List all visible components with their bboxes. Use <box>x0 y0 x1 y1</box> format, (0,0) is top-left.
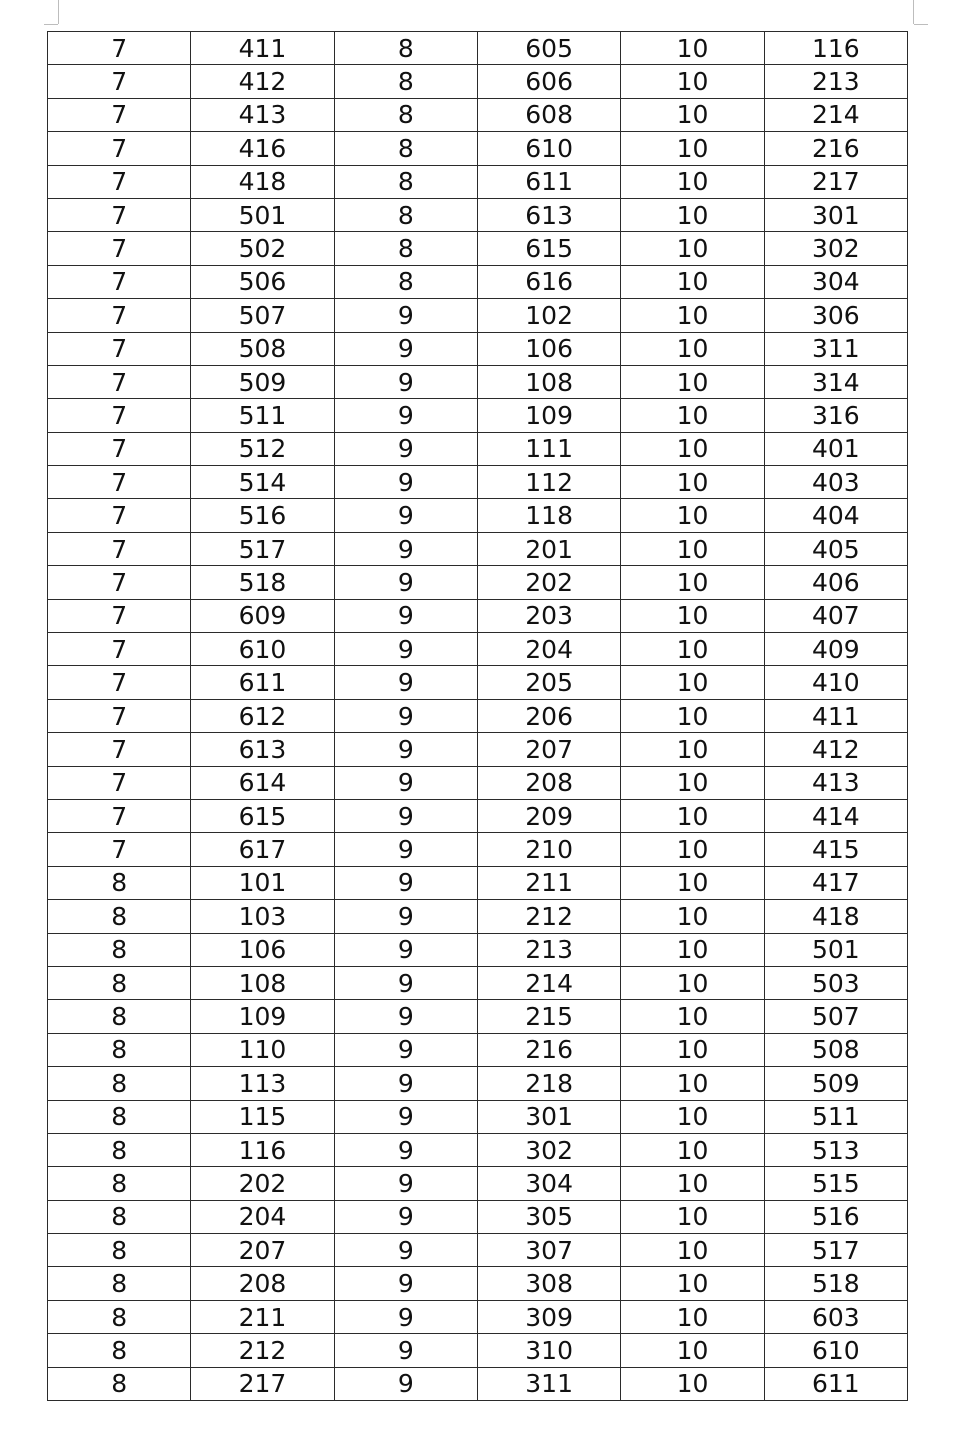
table-cell: 517 <box>191 532 334 565</box>
table-cell: 609 <box>191 599 334 632</box>
table-cell: 10 <box>621 566 764 599</box>
table-cell: 10 <box>621 799 764 832</box>
table-cell: 10 <box>621 1167 764 1200</box>
table-cell: 211 <box>191 1300 334 1333</box>
table-cell: 7 <box>48 532 191 565</box>
table-cell: 206 <box>477 699 620 732</box>
table-cell: 115 <box>191 1100 334 1133</box>
page-corner-mark-left-horizontal <box>44 24 58 25</box>
table-cell: 316 <box>764 399 907 432</box>
table-cell: 8 <box>48 1167 191 1200</box>
table-cell: 9 <box>334 733 477 766</box>
table-row <box>48 232 908 265</box>
table-cell: 501 <box>764 933 907 966</box>
table-cell: 10 <box>621 1367 764 1400</box>
table-row <box>48 1234 908 1267</box>
table-cell: 518 <box>191 566 334 599</box>
table-cell: 112 <box>477 466 620 499</box>
table-cell: 10 <box>621 1200 764 1233</box>
table-cell: 411 <box>764 699 907 732</box>
table-cell: 110 <box>191 1033 334 1066</box>
table-cell: 416 <box>191 132 334 165</box>
table-cell: 611 <box>191 666 334 699</box>
table-cell: 406 <box>764 566 907 599</box>
table-cell: 509 <box>764 1067 907 1100</box>
table-cell: 610 <box>477 132 620 165</box>
table-cell: 617 <box>191 833 334 866</box>
table-cell: 605 <box>477 32 620 65</box>
table-cell: 9 <box>334 365 477 398</box>
table-row <box>48 1033 908 1066</box>
table-cell: 7 <box>48 132 191 165</box>
table-cell: 613 <box>477 198 620 231</box>
table-cell: 8 <box>334 165 477 198</box>
table-cell: 10 <box>621 833 764 866</box>
table-row <box>48 1167 908 1200</box>
table-cell: 214 <box>764 98 907 131</box>
table-body <box>48 32 908 1401</box>
table-cell: 10 <box>621 1300 764 1333</box>
table-cell: 9 <box>334 566 477 599</box>
table-cell: 10 <box>621 165 764 198</box>
table-row <box>48 633 908 666</box>
table-cell: 508 <box>764 1033 907 1066</box>
table-cell: 10 <box>621 1033 764 1066</box>
table-cell: 10 <box>621 499 764 532</box>
table-cell: 9 <box>334 833 477 866</box>
table-cell: 9 <box>334 599 477 632</box>
table-cell: 507 <box>191 299 334 332</box>
table-cell: 10 <box>621 1067 764 1100</box>
table-cell: 9 <box>334 866 477 899</box>
table-cell: 213 <box>477 933 620 966</box>
table-row <box>48 165 908 198</box>
table-cell: 204 <box>191 1200 334 1233</box>
table-cell: 8 <box>48 1033 191 1066</box>
table-row <box>48 1200 908 1233</box>
table-cell: 314 <box>764 365 907 398</box>
table-row <box>48 599 908 632</box>
table-cell: 415 <box>764 833 907 866</box>
table-cell: 9 <box>334 299 477 332</box>
table-cell: 503 <box>764 966 907 999</box>
table-cell: 8 <box>48 1234 191 1267</box>
table-cell: 203 <box>477 599 620 632</box>
table-cell: 10 <box>621 599 764 632</box>
table-cell: 10 <box>621 65 764 98</box>
table-cell: 10 <box>621 1000 764 1033</box>
table-cell: 202 <box>191 1167 334 1200</box>
table-cell: 7 <box>48 32 191 65</box>
table-cell: 8 <box>48 1200 191 1233</box>
table-row <box>48 532 908 565</box>
table-cell: 8 <box>48 866 191 899</box>
table-cell: 207 <box>477 733 620 766</box>
table-cell: 302 <box>477 1133 620 1166</box>
table-cell: 108 <box>191 966 334 999</box>
table-cell: 109 <box>191 1000 334 1033</box>
table-cell: 202 <box>477 566 620 599</box>
table-cell: 412 <box>191 65 334 98</box>
table-cell: 215 <box>477 1000 620 1033</box>
table-cell: 405 <box>764 532 907 565</box>
table-row <box>48 900 908 933</box>
table-cell: 9 <box>334 799 477 832</box>
table-cell: 111 <box>477 432 620 465</box>
table-cell: 208 <box>477 766 620 799</box>
table-cell: 10 <box>621 98 764 131</box>
table-cell: 614 <box>191 766 334 799</box>
table-cell: 8 <box>334 65 477 98</box>
table-cell: 9 <box>334 399 477 432</box>
table-cell: 218 <box>477 1067 620 1100</box>
table-row <box>48 1367 908 1400</box>
table-row <box>48 933 908 966</box>
table-cell: 212 <box>191 1334 334 1367</box>
table-cell: 407 <box>764 599 907 632</box>
table-row <box>48 666 908 699</box>
table-cell: 7 <box>48 599 191 632</box>
table-cell: 513 <box>764 1133 907 1166</box>
table-cell: 10 <box>621 1133 764 1166</box>
table-cell: 10 <box>621 900 764 933</box>
table-cell: 414 <box>764 799 907 832</box>
table-cell: 615 <box>191 799 334 832</box>
table-cell: 410 <box>764 666 907 699</box>
table-cell: 10 <box>621 1267 764 1300</box>
table-cell: 511 <box>764 1100 907 1133</box>
table-cell: 10 <box>621 1100 764 1133</box>
table-cell: 8 <box>334 198 477 231</box>
table-cell: 217 <box>764 165 907 198</box>
table-cell: 207 <box>191 1234 334 1267</box>
table-cell: 9 <box>334 1033 477 1066</box>
table-cell: 501 <box>191 198 334 231</box>
table-cell: 9 <box>334 1200 477 1233</box>
table-cell: 9 <box>334 466 477 499</box>
table-cell: 10 <box>621 299 764 332</box>
table-cell: 8 <box>48 1300 191 1333</box>
table-cell: 612 <box>191 699 334 732</box>
table-cell: 8 <box>334 232 477 265</box>
table-cell: 418 <box>191 165 334 198</box>
table-row <box>48 733 908 766</box>
table-row <box>48 32 908 65</box>
table-cell: 10 <box>621 532 764 565</box>
table-cell: 8 <box>334 265 477 298</box>
table-row <box>48 365 908 398</box>
table-cell: 611 <box>764 1367 907 1400</box>
table-cell: 508 <box>191 332 334 365</box>
table-cell: 10 <box>621 699 764 732</box>
table-cell: 9 <box>334 1100 477 1133</box>
table-row <box>48 499 908 532</box>
table-cell: 10 <box>621 666 764 699</box>
table-cell: 418 <box>764 900 907 933</box>
table-row <box>48 1067 908 1100</box>
table-cell: 404 <box>764 499 907 532</box>
page-corner-mark-right-vertical <box>913 0 914 24</box>
table-cell: 413 <box>191 98 334 131</box>
table-cell: 106 <box>477 332 620 365</box>
table-cell: 306 <box>764 299 907 332</box>
table-cell: 208 <box>191 1267 334 1300</box>
table-row <box>48 198 908 231</box>
table-cell: 204 <box>477 633 620 666</box>
table-cell: 9 <box>334 1234 477 1267</box>
table-cell: 7 <box>48 232 191 265</box>
table-cell: 10 <box>621 733 764 766</box>
table-cell: 205 <box>477 666 620 699</box>
table-cell: 9 <box>334 499 477 532</box>
table-row <box>48 1300 908 1333</box>
table-cell: 113 <box>191 1067 334 1100</box>
table-cell: 7 <box>48 365 191 398</box>
table-row <box>48 299 908 332</box>
table-cell: 506 <box>191 265 334 298</box>
table-cell: 8 <box>334 32 477 65</box>
table-cell: 302 <box>764 232 907 265</box>
table-cell: 10 <box>621 866 764 899</box>
table-cell: 10 <box>621 1334 764 1367</box>
table-cell: 10 <box>621 466 764 499</box>
table-cell: 8 <box>334 98 477 131</box>
table-cell: 8 <box>48 1133 191 1166</box>
table-cell: 9 <box>334 1167 477 1200</box>
table-row <box>48 98 908 131</box>
table-cell: 10 <box>621 399 764 432</box>
table-row <box>48 799 908 832</box>
table-cell: 401 <box>764 432 907 465</box>
table-cell: 8 <box>48 1367 191 1400</box>
table-cell: 606 <box>477 65 620 98</box>
table-cell: 403 <box>764 466 907 499</box>
table-cell: 7 <box>48 65 191 98</box>
table-cell: 518 <box>764 1267 907 1300</box>
table-cell: 9 <box>334 1133 477 1166</box>
table-cell: 9 <box>334 933 477 966</box>
table-cell: 216 <box>764 132 907 165</box>
table-cell: 10 <box>621 32 764 65</box>
table-cell: 301 <box>764 198 907 231</box>
table-cell: 507 <box>764 1000 907 1033</box>
table-cell: 9 <box>334 1000 477 1033</box>
table-cell: 310 <box>477 1334 620 1367</box>
table-cell: 613 <box>191 733 334 766</box>
table-cell: 118 <box>477 499 620 532</box>
table-cell: 116 <box>764 32 907 65</box>
table-cell: 610 <box>191 633 334 666</box>
table-cell: 101 <box>191 866 334 899</box>
table-cell: 103 <box>191 900 334 933</box>
table-cell: 10 <box>621 232 764 265</box>
table-cell: 307 <box>477 1234 620 1267</box>
table-cell: 616 <box>477 265 620 298</box>
table-cell: 116 <box>191 1133 334 1166</box>
table-cell: 8 <box>48 900 191 933</box>
table-cell: 7 <box>48 399 191 432</box>
table-cell: 108 <box>477 365 620 398</box>
table-cell: 7 <box>48 766 191 799</box>
table-cell: 9 <box>334 332 477 365</box>
table-cell: 8 <box>48 933 191 966</box>
table-cell: 9 <box>334 1067 477 1100</box>
table-cell: 7 <box>48 799 191 832</box>
page-corner-mark-right-horizontal <box>914 24 928 25</box>
table-cell: 308 <box>477 1267 620 1300</box>
table-cell: 8 <box>48 966 191 999</box>
table-row <box>48 833 908 866</box>
table-cell: 214 <box>477 966 620 999</box>
table-cell: 412 <box>764 733 907 766</box>
table-cell: 7 <box>48 198 191 231</box>
table-cell: 10 <box>621 933 764 966</box>
table-row <box>48 966 908 999</box>
table-cell: 9 <box>334 633 477 666</box>
table-cell: 514 <box>191 466 334 499</box>
table-cell: 106 <box>191 933 334 966</box>
table-cell: 9 <box>334 699 477 732</box>
table-cell: 9 <box>334 532 477 565</box>
table-row <box>48 566 908 599</box>
table-cell: 9 <box>334 966 477 999</box>
table-cell: 502 <box>191 232 334 265</box>
table-cell: 7 <box>48 633 191 666</box>
table-row <box>48 1133 908 1166</box>
table-row <box>48 466 908 499</box>
table-row <box>48 432 908 465</box>
table-row <box>48 132 908 165</box>
table-cell: 7 <box>48 833 191 866</box>
table-cell: 305 <box>477 1200 620 1233</box>
table-cell: 109 <box>477 399 620 432</box>
table-cell: 7 <box>48 699 191 732</box>
table-cell: 201 <box>477 532 620 565</box>
table-cell: 9 <box>334 1367 477 1400</box>
table-row <box>48 766 908 799</box>
table-cell: 309 <box>477 1300 620 1333</box>
table-cell: 216 <box>477 1033 620 1066</box>
table-row <box>48 332 908 365</box>
table-cell: 7 <box>48 265 191 298</box>
page-corner-mark-left-vertical <box>58 0 59 24</box>
table-row <box>48 265 908 298</box>
table-cell: 615 <box>477 232 620 265</box>
table-cell: 10 <box>621 766 764 799</box>
table-row <box>48 399 908 432</box>
table-cell: 211 <box>477 866 620 899</box>
table-cell: 516 <box>764 1200 907 1233</box>
table-cell: 10 <box>621 132 764 165</box>
table-cell: 7 <box>48 98 191 131</box>
table-cell: 311 <box>764 332 907 365</box>
table-row <box>48 1000 908 1033</box>
table-cell: 9 <box>334 900 477 933</box>
table-cell: 509 <box>191 365 334 398</box>
table-cell: 7 <box>48 165 191 198</box>
table-row <box>48 65 908 98</box>
table-cell: 417 <box>764 866 907 899</box>
table-cell: 304 <box>764 265 907 298</box>
table-cell: 515 <box>764 1167 907 1200</box>
table-cell: 409 <box>764 633 907 666</box>
table-cell: 7 <box>48 733 191 766</box>
table-cell: 10 <box>621 966 764 999</box>
table-cell: 210 <box>477 833 620 866</box>
table-cell: 209 <box>477 799 620 832</box>
table-cell: 8 <box>334 132 477 165</box>
table-row <box>48 1100 908 1133</box>
table-cell: 7 <box>48 299 191 332</box>
table-cell: 311 <box>477 1367 620 1400</box>
table-cell: 9 <box>334 432 477 465</box>
table-cell: 212 <box>477 900 620 933</box>
table-cell: 512 <box>191 432 334 465</box>
table-cell: 517 <box>764 1234 907 1267</box>
table-row <box>48 699 908 732</box>
table-cell: 304 <box>477 1167 620 1200</box>
table-row <box>48 1267 908 1300</box>
table-cell: 10 <box>621 365 764 398</box>
table-cell: 8 <box>48 1334 191 1367</box>
table-cell: 7 <box>48 332 191 365</box>
table-cell: 213 <box>764 65 907 98</box>
table-cell: 8 <box>48 1000 191 1033</box>
table-cell: 8 <box>48 1067 191 1100</box>
table-cell: 10 <box>621 198 764 231</box>
table-cell: 10 <box>621 432 764 465</box>
table-cell: 413 <box>764 766 907 799</box>
table-cell: 7 <box>48 432 191 465</box>
table-cell: 301 <box>477 1100 620 1133</box>
table-cell: 9 <box>334 1267 477 1300</box>
table-cell: 8 <box>48 1267 191 1300</box>
table-row <box>48 866 908 899</box>
table-cell: 411 <box>191 32 334 65</box>
table-cell: 7 <box>48 666 191 699</box>
data-table <box>47 31 908 1401</box>
table-cell: 7 <box>48 466 191 499</box>
table-row <box>48 1334 908 1367</box>
table-cell: 9 <box>334 1300 477 1333</box>
table-cell: 9 <box>334 766 477 799</box>
table-cell: 10 <box>621 633 764 666</box>
table-cell: 603 <box>764 1300 907 1333</box>
table-cell: 102 <box>477 299 620 332</box>
table-cell: 10 <box>621 332 764 365</box>
table-cell: 7 <box>48 499 191 532</box>
table-cell: 610 <box>764 1334 907 1367</box>
table-cell: 217 <box>191 1367 334 1400</box>
table-cell: 611 <box>477 165 620 198</box>
table-cell: 10 <box>621 1234 764 1267</box>
table-cell: 9 <box>334 1334 477 1367</box>
table-cell: 516 <box>191 499 334 532</box>
table-cell: 608 <box>477 98 620 131</box>
table-cell: 10 <box>621 265 764 298</box>
table-cell: 511 <box>191 399 334 432</box>
table-cell: 8 <box>48 1100 191 1133</box>
table-cell: 7 <box>48 566 191 599</box>
table-cell: 9 <box>334 666 477 699</box>
